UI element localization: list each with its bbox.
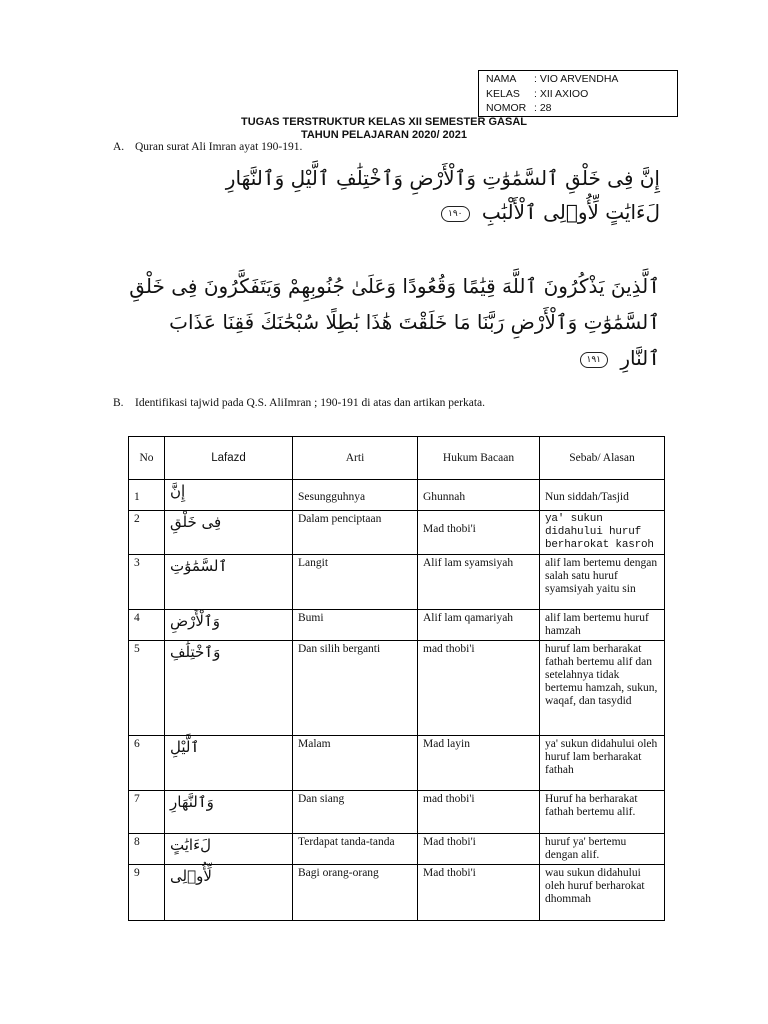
identity-label: KELAS	[486, 87, 520, 100]
section-text: Identifikasi tajwid pada Q.S. AliImran ; 190-191 di atas dan artikan perkata.	[135, 397, 486, 409]
cell-sebab: alif lam bertemu huruf hamzah	[540, 610, 665, 641]
ayah-190-line-2	[441, 200, 660, 224]
cell-hukum: Mad thobi'i	[418, 865, 540, 921]
header-no: No	[129, 437, 165, 480]
cell-hukum: mad thobi'i	[418, 791, 540, 834]
identity-label: NOMOR	[486, 102, 527, 114]
cell-arti: Terdapat tanda-tanda	[293, 834, 418, 865]
cell-hukum: Mad layin	[418, 736, 540, 791]
identity-value: : 28	[534, 102, 552, 114]
cell-lafazd: وَٱلنَّهَارِ	[165, 791, 293, 834]
cell-no: 6	[129, 736, 165, 791]
cell-sebab: wau sukun didahului oleh huruf berharokat dhommah	[540, 865, 665, 921]
table-row	[129, 736, 665, 791]
ayah-number-marker: ١٩٠	[441, 206, 470, 222]
identity-value: : XII AXIOO	[534, 87, 589, 100]
section-letter: A.	[113, 141, 125, 153]
ayah-number-marker: ١٩١	[580, 352, 609, 368]
ayah-190-line-1: إِنَّ فِى خَلْقِ ٱلسَّمَٰوَٰتِ وَٱلْأَرْضِ وَٱخْتِلَٰفِ ٱلَّيْلِ وَٱلنَّهَارِ	[225, 166, 660, 190]
ayah-191-line-3	[580, 346, 660, 370]
hukum-text: Ghunnah	[423, 491, 466, 503]
sebab-text: Nun siddah/Tasjid	[545, 491, 629, 503]
header-sebab: Sebab/ Alasan	[540, 437, 665, 480]
table-row	[129, 555, 665, 610]
cell-lafazd: ٱلسَّمَٰوَٰتِ	[165, 555, 293, 610]
identity-value: : VIO ARVENDHA	[534, 73, 619, 85]
table-row	[129, 480, 665, 511]
cell-arti: Dalam penciptaan	[293, 511, 418, 555]
cell-lafazd: لِّأُو۟لِى	[165, 865, 293, 921]
cell-sebab	[540, 480, 665, 511]
cell-sebab: ya' sukun didahului huruf berharokat kasroh	[540, 511, 665, 555]
table-row	[129, 834, 665, 865]
identity-row-name	[486, 72, 677, 87]
cell-no: 5	[129, 641, 165, 736]
identity-label: NAMA	[486, 73, 517, 85]
cell-arti	[293, 480, 418, 511]
cell-hukum: Mad thobi'i	[418, 834, 540, 865]
cell-hukum: Alif lam syamsiyah	[418, 555, 540, 610]
table-row	[129, 641, 665, 736]
ayah-191-text: ٱلنَّارِ	[620, 346, 660, 370]
cell-hukum	[418, 511, 540, 555]
cell-hukum	[418, 480, 540, 511]
cell-arti: Malam	[293, 736, 418, 791]
cell-lafazd: وَٱلْأَرْضِ	[165, 610, 293, 641]
table-row	[129, 511, 665, 555]
cell-arti: Bagi orang-orang	[293, 865, 418, 921]
header-arti: Arti	[293, 437, 418, 480]
identity-row-class	[486, 87, 677, 102]
cell-arti: Dan siang	[293, 791, 418, 834]
cell-sebab: Huruf ha berharakat fathah bertemu alif.	[540, 791, 665, 834]
document-subtitle: TAHUN PELAJARAN 2020/ 2021	[300, 129, 468, 141]
table-row	[129, 610, 665, 641]
cell-no: 2	[129, 511, 165, 555]
cell-lafazd: لَءَايَٰتٍ	[165, 834, 293, 865]
cell-sebab: huruf lam berharakat fathah bertemu alif dan setelahnya tidak bertemu hamzah, sukun, waqaf, dan tasydid	[540, 641, 665, 736]
row-number: 1	[134, 491, 140, 503]
cell-sebab: ya' sukun didahului oleh huruf lam berharakat fathah	[540, 736, 665, 791]
cell-sebab: alif lam bertemu dengan salah satu huruf syamsiyah yaitu sin	[540, 555, 665, 610]
identity-row-number	[486, 101, 677, 116]
identity-box	[478, 70, 678, 117]
cell-arti: Dan silih berganti	[293, 641, 418, 736]
document-title: TUGAS TERSTRUKTUR KELAS XII SEMESTER GASAL	[240, 116, 528, 128]
section-text: Quran surat Ali Imran ayat 190-191.	[135, 141, 303, 153]
arti-text: Sesungguhnya	[298, 491, 366, 503]
table-row	[129, 865, 665, 921]
cell-no: 7	[129, 791, 165, 834]
cell-no: 3	[129, 555, 165, 610]
header-hukum: Hukum Bacaan	[418, 437, 540, 480]
hukum-text: Mad thobi'i	[423, 523, 476, 535]
cell-lafazd: فِى خَلْقِ	[165, 511, 293, 555]
cell-no: 8	[129, 834, 165, 865]
cell-arti: Bumi	[293, 610, 418, 641]
cell-lafazd: وَٱخْتِلَٰفِ	[165, 641, 293, 736]
header-lafazd: Lafazd	[165, 437, 293, 480]
cell-hukum: mad thobi'i	[418, 641, 540, 736]
cell-lafazd: إِنَّ	[165, 480, 293, 511]
cell-no: 9	[129, 865, 165, 921]
cell-no: 4	[129, 610, 165, 641]
table-header-row	[129, 437, 665, 480]
tajwid-table	[128, 436, 665, 921]
cell-no	[129, 480, 165, 511]
ayah-191-line-1: ٱلَّذِينَ يَذْكُرُونَ ٱللَّهَ قِيَٰمًا وَقُعُودًا وَعَلَىٰ جُنُوبِهِمْ وَيَتَفَكَّرُونَ فِى خَلْقِ	[129, 274, 660, 298]
ayah-191-line-2: ٱلسَّمَٰوَٰتِ وَٱلْأَرْضِ رَبَّنَا مَا خَلَقْتَ هَٰذَا بَٰطِلًا سُبْحَٰنَكَ فَقِنَا عَذَابَ	[169, 310, 660, 334]
ayah-190-text: لَءَايَٰتٍ لِّأُو۟لِى ٱلْأَلْبَٰبِ	[481, 200, 660, 224]
section-letter: B.	[113, 397, 124, 409]
cell-arti: Langit	[293, 555, 418, 610]
cell-hukum: Alif lam qamariyah	[418, 610, 540, 641]
cell-sebab: huruf ya' bertemu dengan alif.	[540, 834, 665, 865]
table-row	[129, 791, 665, 834]
cell-lafazd: ٱلَّيْلِ	[165, 736, 293, 791]
